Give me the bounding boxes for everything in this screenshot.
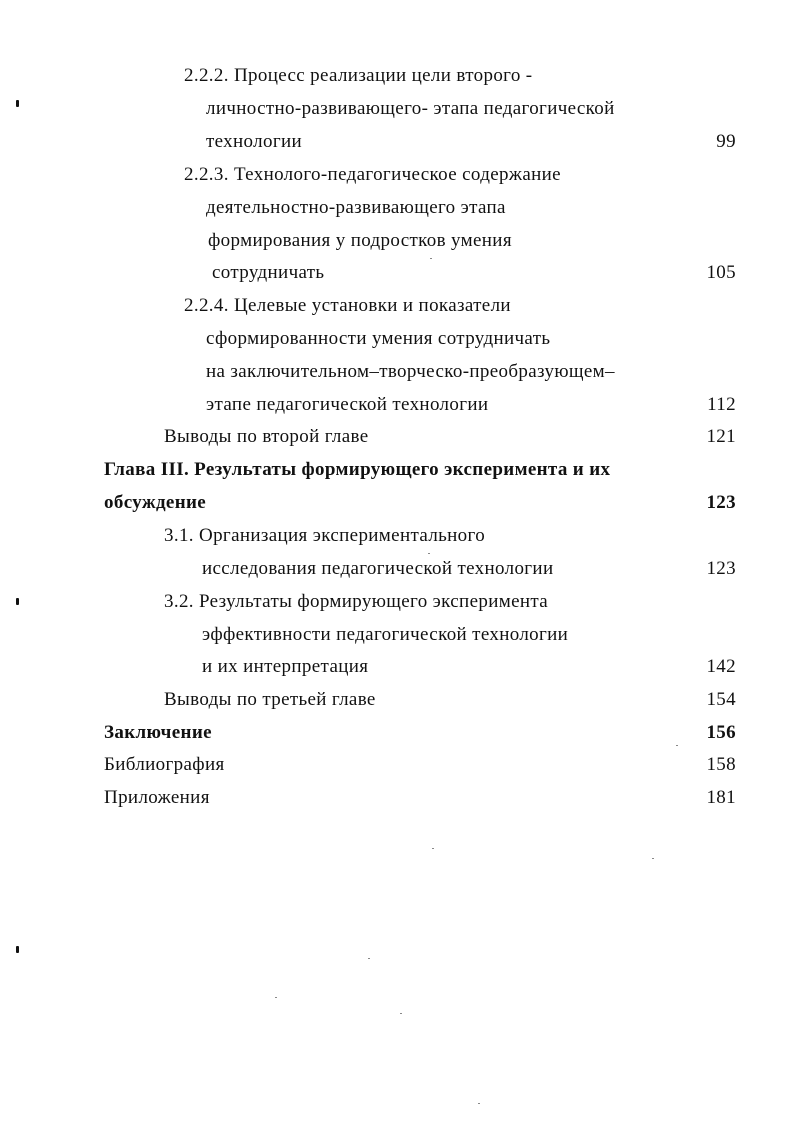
toc-entry-2-2-3-line4: сотрудничать bbox=[212, 262, 325, 283]
toc-page-number: 154 bbox=[706, 689, 736, 710]
toc-page-number: 121 bbox=[706, 426, 736, 447]
scan-margin-mark bbox=[16, 598, 19, 605]
toc-entry-3-2-line3: и их интерпретация bbox=[202, 656, 369, 677]
scan-speck bbox=[478, 1103, 480, 1104]
toc-page-number: 181 bbox=[706, 787, 736, 808]
toc-entry-2-2-4-line1: 2.2.4. Целевые установки и показатели bbox=[184, 295, 511, 316]
toc-page-number: 99 bbox=[716, 131, 736, 152]
toc-entry-conclusion: Заключение bbox=[104, 722, 212, 743]
toc-entry-2-2-4-line3: на заключительном–творческо-преобразующем– bbox=[206, 361, 615, 382]
toc-page-number: 112 bbox=[707, 394, 736, 415]
scan-speck bbox=[432, 848, 434, 849]
scan-speck bbox=[676, 745, 678, 746]
toc-page-number: 123 bbox=[706, 492, 736, 513]
toc-page-number: 158 bbox=[706, 754, 736, 775]
toc-page-number: 142 bbox=[706, 656, 736, 677]
toc-entry-conclusions-chapter-3: Выводы по третьей главе bbox=[164, 689, 376, 710]
toc-entry-2-2-3-line3: формирования у подростков умения bbox=[208, 230, 512, 251]
toc-entry-2-2-4-line4: этапе педагогической технологии bbox=[206, 394, 489, 415]
scan-speck bbox=[400, 1013, 402, 1014]
scan-speck bbox=[368, 958, 370, 959]
toc-entry-2-2-3-line2: деятельностно-развивающего этапа bbox=[206, 197, 506, 218]
toc-entry-2-2-2-line3: технологии bbox=[206, 131, 303, 152]
toc-entry-2-2-3-line1: 2.2.3. Технолого-педагогическое содержание bbox=[184, 164, 561, 185]
toc-chapter-3-title-line2: обсуждение bbox=[104, 492, 207, 513]
toc-entry-3-2-line2: эффективности педагогической технологии bbox=[202, 624, 569, 645]
toc-entry-2-2-2-line2: личностно-развивающего- этапа педагогической bbox=[206, 98, 615, 119]
toc-entry-bibliography: Библиография bbox=[104, 754, 225, 775]
scan-margin-mark bbox=[16, 100, 19, 107]
toc-entry-3-1-line2: исследования педагогической технологии bbox=[202, 558, 554, 579]
scan-speck bbox=[275, 997, 277, 998]
toc-entry-3-1-line1: 3.1. Организация экспериментального bbox=[164, 525, 486, 546]
scan-speck bbox=[428, 553, 430, 554]
toc-chapter-3-title-line1: Глава III. Результаты формирующего эксперимента и их bbox=[104, 459, 611, 480]
toc-entry-3-2-line1: 3.2. Результаты формирующего эксперимента bbox=[164, 591, 549, 612]
toc-entry-conclusions-chapter-2: Выводы по второй главе bbox=[164, 426, 369, 447]
toc-entry-2-2-2-line1: 2.2.2. Процесс реализации цели второго - bbox=[184, 65, 533, 86]
toc-page-number: 105 bbox=[706, 262, 736, 283]
toc-entry-appendices: Приложения bbox=[104, 787, 210, 808]
scan-margin-mark bbox=[16, 946, 19, 953]
scan-speck bbox=[652, 858, 654, 859]
toc-page-number: 123 bbox=[706, 558, 736, 579]
toc-entry-2-2-4-line2: сформированности умения сотрудничать bbox=[206, 328, 551, 349]
toc-page-number: 156 bbox=[706, 722, 736, 743]
scan-speck bbox=[430, 258, 432, 259]
